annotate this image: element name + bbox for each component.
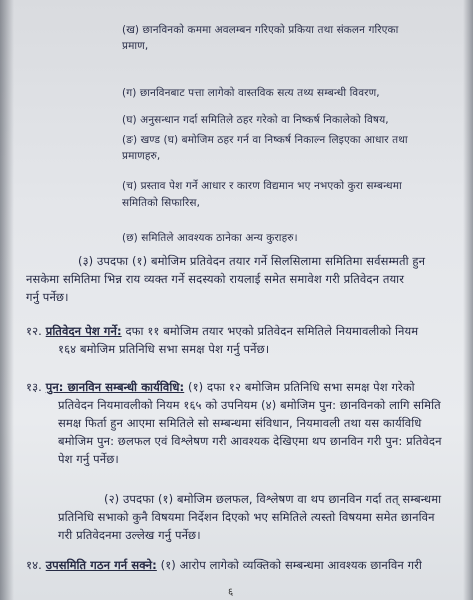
- section-12-line-2: १६४ बमोजिम प्रतिनिधि सभा समक्ष पेश गर्नु पर्नेछ।: [58, 342, 270, 356]
- section-13-first-line: (१) दफा १२ बमोजिम प्रतिनिधि सभा समक्ष पेश गरेको: [187, 380, 415, 394]
- clause-chha-line-1: (छ) समितिले आवश्यक ठानेका अन्य कुराहरु।: [122, 232, 298, 244]
- section-14-first-line: (१) आरोप लागेको व्यक्तिको सम्बन्धमा आवश्यक छानविन गरी: [160, 558, 422, 572]
- page-shadow-right: [463, 0, 473, 600]
- page-shadow-left: [0, 0, 14, 600]
- section-13-line-3: समक्ष फिर्ता हुन आएमा समितिले सो सम्बन्धमा संविधान, नियमावली तथा यस कार्यविधि: [58, 416, 422, 430]
- section-13-subclause-2-line-1: (२) उपदफा (१) बमोजिम छलफल, विश्लेषण वा थप छानविन गर्दा तत् सम्बन्धमा: [104, 492, 442, 506]
- section-13-line-2: प्रतिवेदन नियमावलीको नियम १६५ को उपनियम (४) बमोजिम पुन: छानविनको लागि समिति: [58, 398, 441, 412]
- clause-kha-line-1: (ख) छानविनको कममा अवलम्बन गरिएको प्रकिया तथा संकलन गरिएका: [122, 24, 399, 36]
- clause-ga-line-1: (ग) छानविनबाट पत्ता लागेको वास्तविक सत्य तथ्य सम्बन्धी विवरण,: [122, 87, 380, 99]
- subclause-3-line-2: नसकेमा समितिमा भिन्न राय व्यक्त गर्ने सदस्यको रायलाई समेत समावेश गरी प्रतिवेदन तयार: [26, 272, 405, 286]
- clause-cha-line-2: समितिको सिफारिस,: [122, 197, 201, 209]
- clause-gha-line-1: (घ) अनुसन्धान गर्दा समितिले ठहर गरेको वा निष्कर्ष निकालेको विषय,: [122, 114, 389, 126]
- section-14-line-1: [26, 556, 422, 574]
- section-12-first-line: दफा ११ बमोजिम तयार भएको प्रतिवेदन समितिले नियमावलीको नियम: [125, 324, 419, 338]
- section-13-heading: पुन: छानविन सम्बन्धी कार्यविधि:: [45, 380, 185, 394]
- section-13-line-1: [26, 378, 415, 396]
- section-13-subclause-2-line-2: प्रतिनिधि सभाको कुनै विषयमा निर्देशन दिएको भए समितिले त्यस्तो विषयमा समेत छानविन: [58, 510, 435, 524]
- section-13-line-4: बमोजिम पुन: छलफल एवं विश्लेषण गरी आवश्यक देखिएमा थप छानविन गरी पुन: प्रतिवेदन: [58, 434, 442, 448]
- subclause-3-line-3: गर्नु पर्नेछ।: [26, 290, 69, 304]
- clause-kha-line-2: प्रमाण,: [122, 40, 149, 52]
- section-13-line-5: पेश गर्नु पर्नेछ।: [58, 452, 119, 466]
- subclause-3-line-1: (३) उपदफा (१) बमोजिम प्रतिवेदन तयार गर्ने सिलसिलामा समितिमा सर्वसम्मती हुन: [78, 254, 426, 268]
- clause-nga-line-2: प्रमाणहरु,: [122, 150, 161, 162]
- section-12-heading: प्रतिवेदन पेश गर्ने:: [45, 324, 122, 338]
- section-13-number: १३.: [26, 380, 42, 394]
- clause-nga-line-1: (ङ) खण्ड (घ) बमोजिम ठहर गर्न वा निष्कर्ष निकाल्न लिइएका आधार तथा: [122, 134, 408, 146]
- section-14-heading: उपसमिति गठन गर्न सक्ने:: [45, 558, 157, 572]
- section-12-line-1: [26, 322, 418, 340]
- clause-cha-line-1: (च) प्रस्ताव पेश गर्ने आधार र कारण विद्यमान भए नभएको कुरा सम्बन्धमा: [122, 180, 402, 192]
- section-13-subclause-2-line-3: गरी प्रतिवेदनमा उल्लेख गर्नु पर्नेछ।: [58, 528, 201, 542]
- page-number: ६: [228, 587, 234, 598]
- section-12-number: १२.: [26, 324, 42, 338]
- section-14-number: १४.: [26, 558, 42, 572]
